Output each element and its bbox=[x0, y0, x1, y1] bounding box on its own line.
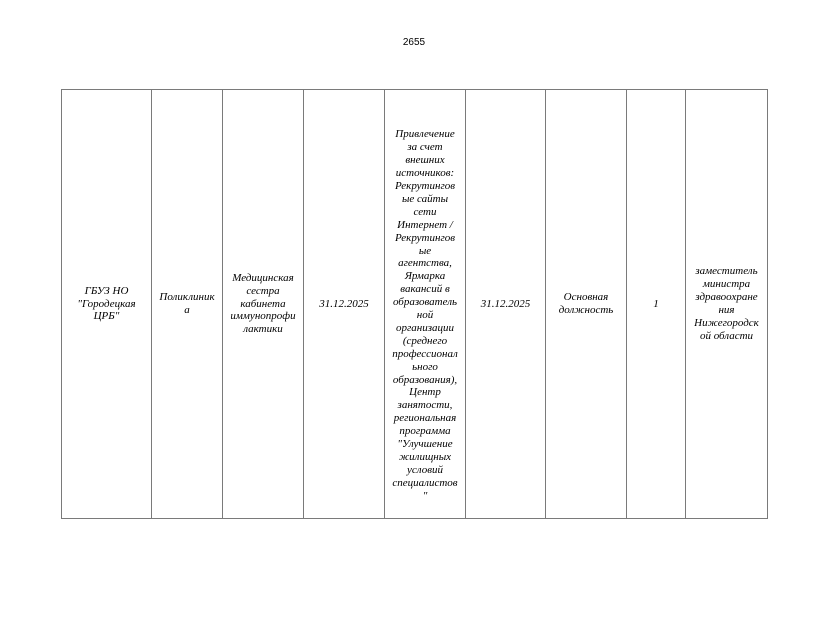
cell-date-2 bbox=[466, 90, 546, 519]
responsible-text: заместитель министра здравоохране ния Нижегородск ой области bbox=[694, 265, 759, 342]
data-table bbox=[61, 89, 768, 519]
date-1-text: 31.12.2025 bbox=[319, 297, 369, 310]
date-2-text: 31.12.2025 bbox=[480, 297, 531, 310]
position-text: Медицинская сестра кабинета иммунопрофи лактики bbox=[230, 271, 296, 336]
department-text: Поликлиник а bbox=[159, 291, 215, 316]
position-type-text: Основная должность bbox=[558, 291, 614, 316]
cell-organization bbox=[62, 90, 152, 519]
page-number: 2655 bbox=[402, 37, 426, 48]
cell-responsible bbox=[686, 90, 768, 519]
table-row bbox=[62, 90, 768, 519]
cell-department bbox=[152, 90, 223, 519]
cell-position bbox=[223, 90, 304, 519]
organization-text: ГБУЗ НО "Городецкая ЦРБ" bbox=[77, 284, 136, 323]
sources-text: Привлечение за счет внешних источников: Рекрутингов ые сайты сети Интернет / Рекрутингов ые агентства, Ярмарка вакансий в образователь ной организации (среднего профессионал ьного образования), Центр занятости, региональная программа "Улучшение жилищных условий специалистов " bbox=[392, 128, 458, 502]
cell-date-1 bbox=[304, 90, 385, 519]
count-text: 1 bbox=[653, 297, 659, 310]
cell-sources bbox=[385, 90, 466, 519]
cell-position-type bbox=[546, 90, 627, 519]
cell-count bbox=[627, 90, 686, 519]
